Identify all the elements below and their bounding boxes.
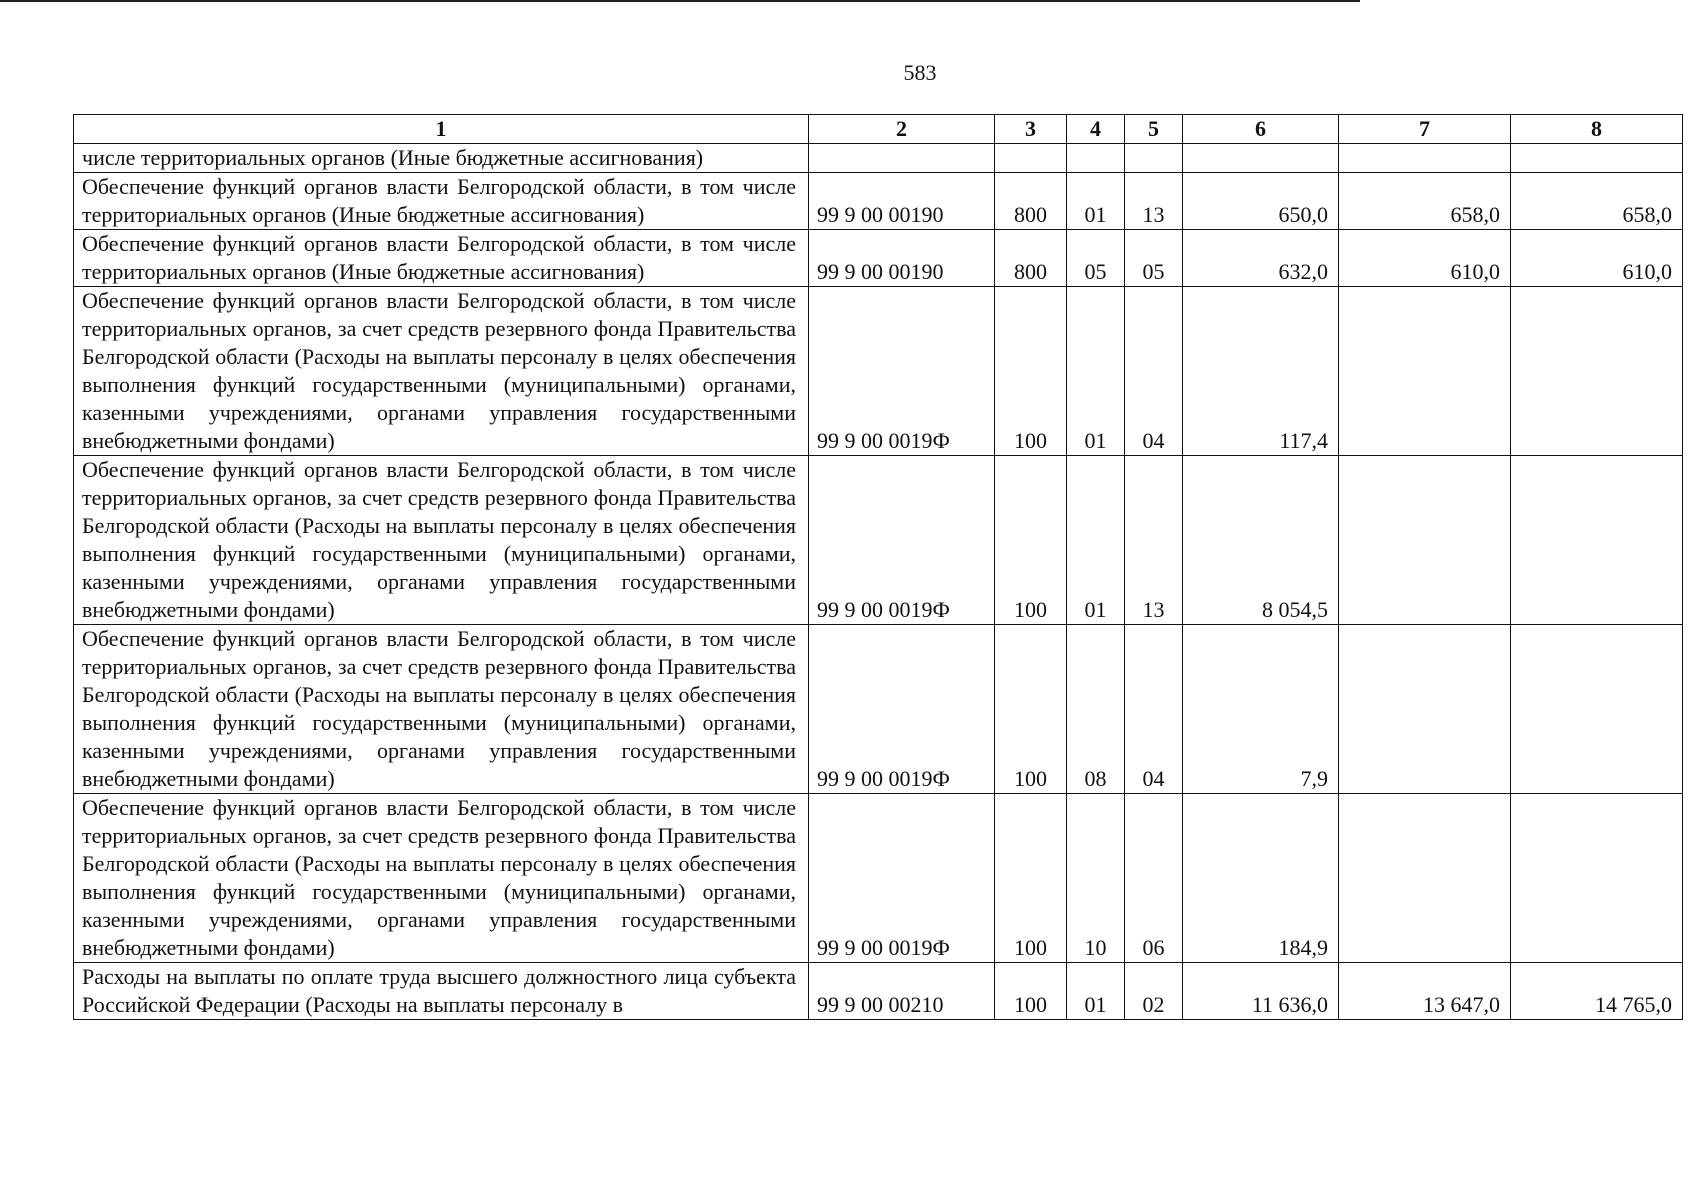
expense-type-cell: 800 bbox=[995, 173, 1067, 230]
amount-cell-6: 650,0 bbox=[1183, 173, 1339, 230]
section-cell: 10 bbox=[1067, 794, 1125, 963]
expense-type-cell: 100 bbox=[995, 456, 1067, 625]
table-row bbox=[74, 963, 1683, 1020]
subsection-cell bbox=[1125, 144, 1183, 173]
amount-cell-8 bbox=[1511, 144, 1683, 173]
table-row bbox=[74, 794, 1683, 963]
amount-cell-8 bbox=[1511, 794, 1683, 963]
amount-cell-6: 11 636,0 bbox=[1183, 963, 1339, 1020]
table-row bbox=[74, 625, 1683, 794]
section-cell: 01 bbox=[1067, 287, 1125, 456]
section-cell: 01 bbox=[1067, 963, 1125, 1020]
target-article-cell bbox=[809, 144, 995, 173]
target-article-cell: 99 9 00 00210 bbox=[809, 963, 995, 1020]
table-row bbox=[74, 230, 1683, 287]
amount-cell-7 bbox=[1339, 287, 1511, 456]
amount-cell-6: 7,9 bbox=[1183, 625, 1339, 794]
section-cell: 01 bbox=[1067, 456, 1125, 625]
amount-cell-8 bbox=[1511, 625, 1683, 794]
table-row bbox=[74, 287, 1683, 456]
table-row bbox=[74, 173, 1683, 230]
description-cell: Обеспечение функций органов власти Белгородской области, в том числе территориальных органов, за счет средств резервного фонда Правительства Белгородской области (Расходы на выплаты персоналу в целях обеспечения выполнения функций государственными (муниципальными) органами, казенными учреждениями, органами управления государственными внебюджетными фондами) bbox=[74, 794, 809, 963]
amount-cell-8 bbox=[1511, 287, 1683, 456]
expense-type-cell: 800 bbox=[995, 230, 1067, 287]
top-rule bbox=[0, 0, 1360, 2]
column-header-6: 6 bbox=[1183, 115, 1339, 144]
column-header-8: 8 bbox=[1511, 115, 1683, 144]
description-cell: Обеспечение функций органов власти Белгородской области, в том числе территориальных органов (Иные бюджетные ассигнования) bbox=[74, 173, 809, 230]
amount-cell-6 bbox=[1183, 144, 1339, 173]
subsection-cell: 13 bbox=[1125, 173, 1183, 230]
subsection-cell: 02 bbox=[1125, 963, 1183, 1020]
description-cell: Обеспечение функций органов власти Белгородской области, в том числе территориальных органов, за счет средств резервного фонда Правительства Белгородской области (Расходы на выплаты персоналу в целях обеспечения выполнения функций государственными (муниципальными) органами, казенными учреждениями, органами управления государственными внебюджетными фондами) bbox=[74, 456, 809, 625]
subsection-cell: 06 bbox=[1125, 794, 1183, 963]
amount-cell-7 bbox=[1339, 144, 1511, 173]
section-cell: 01 bbox=[1067, 173, 1125, 230]
amount-cell-6: 117,4 bbox=[1183, 287, 1339, 456]
target-article-cell: 99 9 00 00190 bbox=[809, 173, 995, 230]
amount-cell-6: 8 054,5 bbox=[1183, 456, 1339, 625]
expense-type-cell: 100 bbox=[995, 287, 1067, 456]
amount-cell-7: 13 647,0 bbox=[1339, 963, 1511, 1020]
amount-cell-6: 184,9 bbox=[1183, 794, 1339, 963]
subsection-cell: 04 bbox=[1125, 625, 1183, 794]
section-cell bbox=[1067, 144, 1125, 173]
target-article-cell: 99 9 00 0019Ф bbox=[809, 287, 995, 456]
column-header-2: 2 bbox=[809, 115, 995, 144]
expense-type-cell: 100 bbox=[995, 625, 1067, 794]
amount-cell-8: 14 765,0 bbox=[1511, 963, 1683, 1020]
table-row bbox=[74, 456, 1683, 625]
column-header-4: 4 bbox=[1067, 115, 1125, 144]
header-row bbox=[74, 115, 1683, 144]
expense-type-cell: 100 bbox=[995, 794, 1067, 963]
target-article-cell: 99 9 00 0019Ф bbox=[809, 794, 995, 963]
target-article-cell: 99 9 00 0019Ф bbox=[809, 625, 995, 794]
description-cell: Расходы на выплаты по оплате труда высшего должностного лица субъекта Российской Федерации (Расходы на выплаты персоналу в bbox=[74, 963, 809, 1020]
description-cell: числе территориальных органов (Иные бюджетные ассигнования) bbox=[74, 144, 809, 173]
expense-type-cell bbox=[995, 144, 1067, 173]
page-number: 583 bbox=[903, 60, 937, 85]
amount-cell-6: 632,0 bbox=[1183, 230, 1339, 287]
amount-cell-7 bbox=[1339, 456, 1511, 625]
column-header-5: 5 bbox=[1125, 115, 1183, 144]
table-row bbox=[74, 144, 1683, 173]
subsection-cell: 05 bbox=[1125, 230, 1183, 287]
amount-cell-7: 610,0 bbox=[1339, 230, 1511, 287]
section-cell: 08 bbox=[1067, 625, 1125, 794]
target-article-cell: 99 9 00 0019Ф bbox=[809, 456, 995, 625]
section-cell: 05 bbox=[1067, 230, 1125, 287]
amount-cell-7: 658,0 bbox=[1339, 173, 1511, 230]
description-cell: Обеспечение функций органов власти Белгородской области, в том числе территориальных органов, за счет средств резервного фонда Правительства Белгородской области (Расходы на выплаты персоналу в целях обеспечения выполнения функций государственными (муниципальными) органами, казенными учреждениями, органами управления государственными внебюджетными фондами) bbox=[74, 287, 809, 456]
amount-cell-8 bbox=[1511, 456, 1683, 625]
subsection-cell: 04 bbox=[1125, 287, 1183, 456]
column-header-3: 3 bbox=[995, 115, 1067, 144]
budget-table bbox=[73, 114, 1683, 1020]
description-cell: Обеспечение функций органов власти Белгородской области, в том числе территориальных органов, за счет средств резервного фонда Правительства Белгородской области (Расходы на выплаты персоналу в целях обеспечения выполнения функций государственными (муниципальными) органами, казенными учреждениями, органами управления государственными внебюджетными фондами) bbox=[74, 625, 809, 794]
subsection-cell: 13 bbox=[1125, 456, 1183, 625]
column-header-1: 1 bbox=[74, 115, 809, 144]
amount-cell-7 bbox=[1339, 625, 1511, 794]
amount-cell-8: 658,0 bbox=[1511, 173, 1683, 230]
expense-type-cell: 100 bbox=[995, 963, 1067, 1020]
description-cell: Обеспечение функций органов власти Белгородской области, в том числе территориальных органов (Иные бюджетные ассигнования) bbox=[74, 230, 809, 287]
amount-cell-8: 610,0 bbox=[1511, 230, 1683, 287]
amount-cell-7 bbox=[1339, 794, 1511, 963]
target-article-cell: 99 9 00 00190 bbox=[809, 230, 995, 287]
column-header-7: 7 bbox=[1339, 115, 1511, 144]
